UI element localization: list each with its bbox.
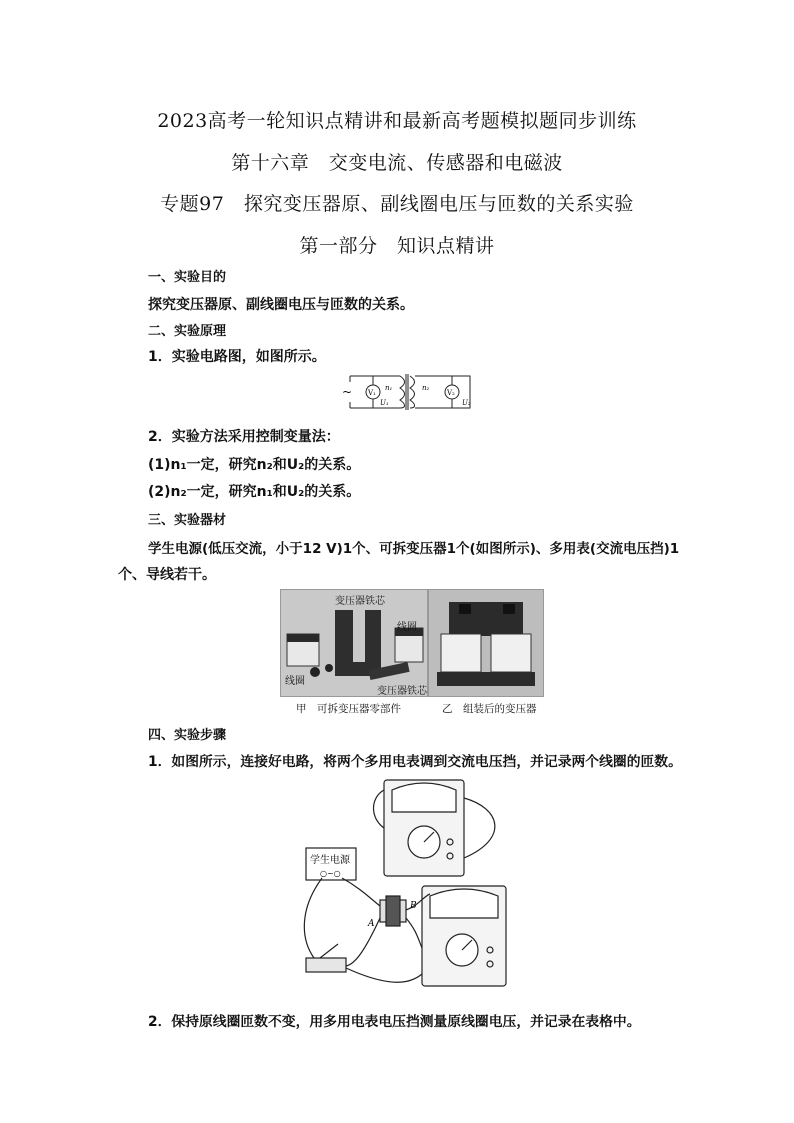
topic-title: 专题97 探究变压器原、副线圈电压与匝数的关系实验 [160,193,634,215]
coil-n2-label: n₂ [422,384,430,392]
voltmeter-v2-label: V₂ [447,389,455,397]
power-supply-symbol: ○~○ [320,869,341,878]
voltage-u1-label: U₁ [380,399,389,407]
terminal-b-label: B [410,901,417,911]
purpose-text: 探究变压器原、副线圈电压与匝数的关系。 [148,297,414,313]
step-1-text: 1．如图所示，连接好电路，将两个多用电表调到交流电压挡，并记录两个线圈的匝数。 [148,754,682,770]
power-supply-label: 学生电源 [310,855,350,866]
label-coil-right: 线圈 [397,622,417,633]
transformer-circuit-diagram [340,368,480,416]
principle-item-1: 1．实验电路图，如图所示。 [148,349,326,365]
steps-heading: 四、实验步骤 [148,728,227,743]
wiring-diagram [300,778,532,992]
main-title: 2023高考一轮知识点精讲和最新高考题模拟题同步训练 [157,110,637,132]
purpose-heading: 一、实验目的 [148,270,227,285]
equipment-text-line-1: 学生电源(低压交流，小于12 V)1个、可拆变压器1个(如图所示)、多用表(交流电压挡)1 [148,541,680,557]
principle-heading: 二、实验原理 [148,324,227,339]
chapter-title: 第十六章 交变电流、传感器和电磁波 [231,152,563,174]
label-core-top: 变压器铁芯 [335,596,385,607]
part-title: 第一部分 知识点精讲 [299,235,495,257]
assembled-transformer-photo [428,589,544,697]
coil-n1-label: n₁ [385,384,393,392]
ac-source-symbol: ~ [342,385,353,399]
principle-item-2b: (2)n₂一定，研究n₁和U₂的关系。 [148,484,361,500]
left-photo-caption: 甲 可拆变压器零部件 [296,703,401,715]
step-2-text: 2．保持原线圈匝数不变，用多用电表电压挡测量原线圈电压，并记录在表格中。 [148,1014,641,1030]
label-core-bottom: 变压器铁芯 [377,686,427,697]
label-coil-left: 线圈 [285,676,305,687]
voltmeter-v1-label: V₁ [368,389,376,397]
equipment-text-line-2: 个、导线若干。 [118,567,216,583]
principle-item-2a: (1)n₁一定，研究n₂和U₂的关系。 [148,457,361,473]
assembled-transformer-image [429,590,543,696]
principle-item-2: 2．实验方法采用控制变量法： [148,429,340,445]
transformer-parts-photo [280,589,428,697]
right-photo-caption: 乙 组装后的变压器 [442,703,537,715]
voltage-u2-label: U₂ [462,399,471,407]
terminal-a-label: A [368,919,375,929]
equipment-heading: 三、实验器材 [148,513,227,528]
